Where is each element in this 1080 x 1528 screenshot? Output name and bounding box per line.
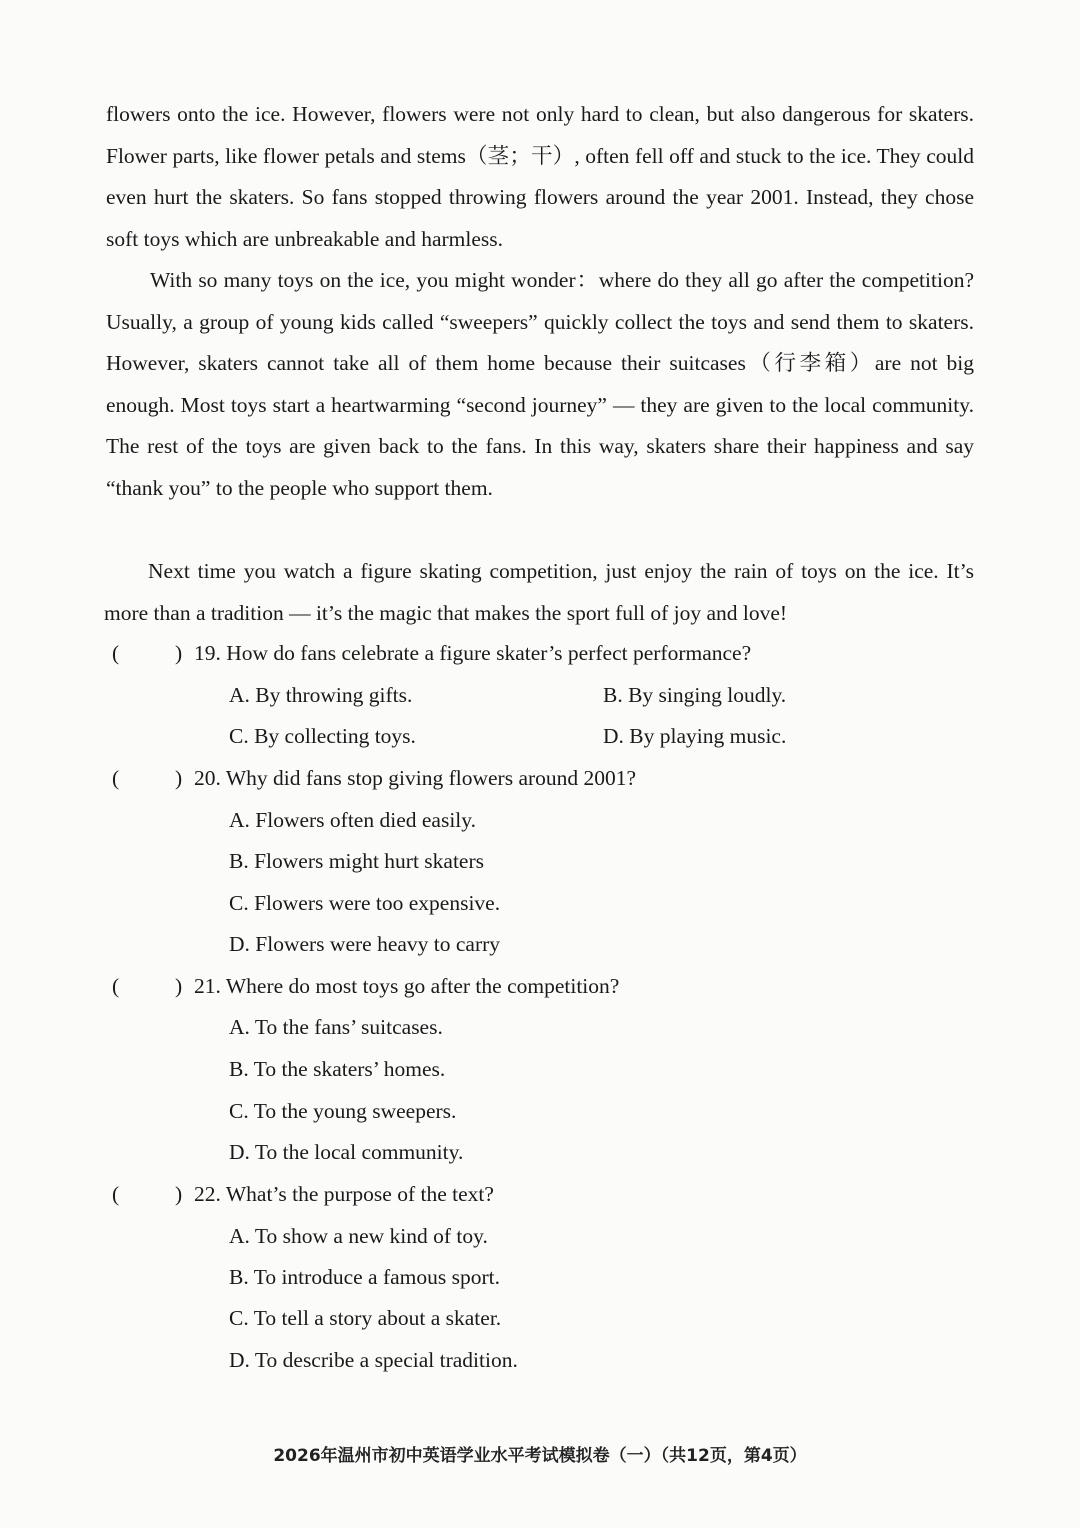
question-stem: 20. Why did fans stop giving flowers around 2001? [194, 766, 637, 790]
page-footer: 2026年温州市初中英语学业水平考试模拟卷（一）（共12页，第4页） [273, 1446, 807, 1466]
option-d[interactable]: D. Flowers were heavy to carry [229, 932, 501, 956]
option-a[interactable]: A. Flowers often died easily. [229, 808, 476, 832]
question-stem: 22. What’s the purpose of the text? [194, 1182, 494, 1206]
answer-blank-close: ) [175, 974, 183, 998]
option-c[interactable]: C. To tell a story about a skater. [229, 1306, 502, 1330]
option-b[interactable]: B. To the skaters’ homes. [229, 1057, 446, 1081]
answer-blank-open[interactable]: ( [112, 641, 120, 665]
option-c[interactable]: C. Flowers were too expensive. [229, 891, 501, 915]
option-c[interactable]: C. By collecting toys. [229, 724, 416, 748]
answer-blank-close: ) [175, 766, 183, 790]
question-stem: 21. Where do most toys go after the competition? [194, 974, 620, 998]
answer-blank-open[interactable]: ( [112, 974, 120, 998]
option-c[interactable]: C. To the young sweepers. [229, 1099, 457, 1123]
answer-blank-open[interactable]: ( [112, 766, 120, 790]
question-22 [0, 1182, 1080, 1224]
option-b[interactable]: B. To introduce a famous sport. [229, 1265, 500, 1289]
passage-paragraph-2: With so many toys on the ice, you might wonder：where do they all go after the competition? Usually, a group of young kids called “sweepers” quickly collect the toys and send them to skaters. However, skaters cannot take all of them home because their suitcases（行李箱）are not big enough. Most toys start a heartwarming “second journey” — they are given to the local community. The rest of the toys are given back to the fans. In this way, skaters share their happiness and say “thank you” to the people who support them. [106, 268, 974, 500]
option-d[interactable]: D. By playing music. [603, 724, 787, 748]
option-a[interactable]: A. To show a new kind of toy. [229, 1224, 488, 1248]
question-stem: 19. How do fans celebrate a figure skater’s perfect performance? [194, 641, 752, 665]
option-b[interactable]: B. By singing loudly. [603, 683, 787, 707]
option-d[interactable]: D. To the local community. [229, 1140, 464, 1164]
option-b[interactable]: B. Flowers might hurt skaters [229, 849, 484, 873]
option-a[interactable]: A. To the fans’ suitcases. [229, 1015, 443, 1039]
question-21 [0, 974, 1080, 1016]
passage-paragraph-3: Next time you watch a figure skating competition, just enjoy the rain of toys on the ice. It’s more than a tradition — it’s the magic that makes the sport full of joy and love! [104, 559, 974, 625]
option-a[interactable]: A. By throwing gifts. [229, 683, 413, 707]
answer-blank-close: ) [175, 1182, 183, 1206]
passage-paragraph-1: flowers onto the ice. However, flowers were not only hard to clean, but also dangerous for skaters. Flower parts, like flower petals and stems（茎；干）, often fell off and stuck to the ice. They could even hurt the skaters. So fans stopped throwing flowers around the year 2001. Instead, they chose soft toys which are unbreakable and harmless. [106, 102, 974, 251]
answer-blank-close: ) [175, 641, 183, 665]
option-d[interactable]: D. To describe a special tradition. [229, 1348, 518, 1372]
answer-blank-open[interactable]: ( [112, 1182, 120, 1206]
question-20 [0, 766, 1080, 808]
question-19 [0, 641, 1080, 683]
